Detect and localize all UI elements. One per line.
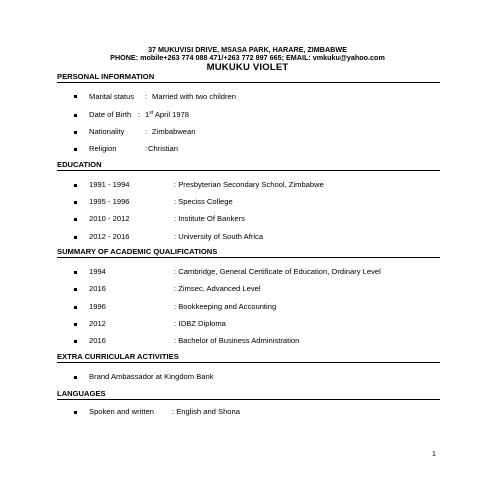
education-years: 2012 - 2016 [89,232,130,241]
bullet-icon [74,340,77,343]
bullet-icon [74,323,77,326]
bullet-icon [74,95,77,98]
personal-label: Nationality [89,127,125,136]
bullet-icon [74,184,77,187]
personal-sep: : [138,110,141,119]
qualification-detail: : Bachelor of Business Administration [174,336,300,345]
qualification-detail: : Zimsec, Advanced Level [174,284,261,293]
personal-label: Religion [89,144,117,153]
education-institution: : Institute Of Bankers [174,214,245,223]
personal-label: Marital status [89,92,135,101]
section-heading-extra: EXTRA CURRICULAR ACTIVITIES [57,352,440,363]
bullet-icon [74,148,77,151]
qualification-detail: : Cambridge, General Certificate of Education, Ordinary Level [174,267,381,276]
qualification-year: 2016 [89,336,106,345]
section-heading-qualifications: SUMMARY OF ACADEMIC QUALIFICATIONS [57,247,440,258]
bullet-icon [74,114,77,117]
candidate-name: MUKUKU VIOLET [206,62,289,73]
section-heading-languages: LANGUAGES [57,389,440,400]
bullet-icon [74,236,77,239]
education-institution: : University of South Africa [174,232,264,241]
section-heading-personal: PERSONAL INFORMATION [57,72,440,83]
education-institution: : Presbyterian Secondary School, Zimbabwe [174,180,324,189]
education-years: 1991 - 1994 [89,180,130,189]
personal-value: Zimbabwean [152,127,196,136]
page-number: 1 [432,451,436,458]
contact-line: PHONE: mobile+263 774 088 471/+263 772 897 665; EMAIL: vmkuku@yahoo.com [110,53,385,62]
bullet-icon [74,411,77,414]
personal-label: Date of Birth [89,110,132,119]
education-years: 2010 - 2012 [89,214,130,223]
bullet-icon [74,306,77,309]
qualification-year: 2016 [89,284,106,293]
extra-activity: Brand Ambassador at Kingdom Bank [89,372,214,381]
language-value: : English and Shona [172,407,240,416]
qualification-detail: : IOBZ Diploma [174,319,226,328]
personal-value: Christian [148,144,178,153]
qualification-detail: : Bookkeeping and Accounting [174,302,277,311]
bullet-icon [74,201,77,204]
bullet-icon [74,376,77,379]
bullet-icon [74,288,77,291]
bullet-icon [74,271,77,274]
personal-sep: : [145,127,148,136]
personal-sep: : [145,92,148,101]
personal-value: Married with two children [152,92,236,101]
personal-value: 1st April 1978 [145,110,190,119]
section-heading-education: EDUCATION [57,160,440,171]
qualification-year: 1994 [89,267,106,276]
language-label: Spoken and written [89,407,155,416]
bullet-icon [74,131,77,134]
education-years: 1995 - 1996 [89,197,130,206]
education-institution: : Speciss College [174,197,233,206]
personal-sep: : [145,144,148,153]
address-line: 37 MUKUVISI DRIVE, MSASA PARK, HARARE, ZIMBABWE [148,45,347,54]
qualification-year: 1996 [89,302,106,311]
bullet-icon [74,218,77,221]
qualification-year: 2012 [89,319,106,328]
